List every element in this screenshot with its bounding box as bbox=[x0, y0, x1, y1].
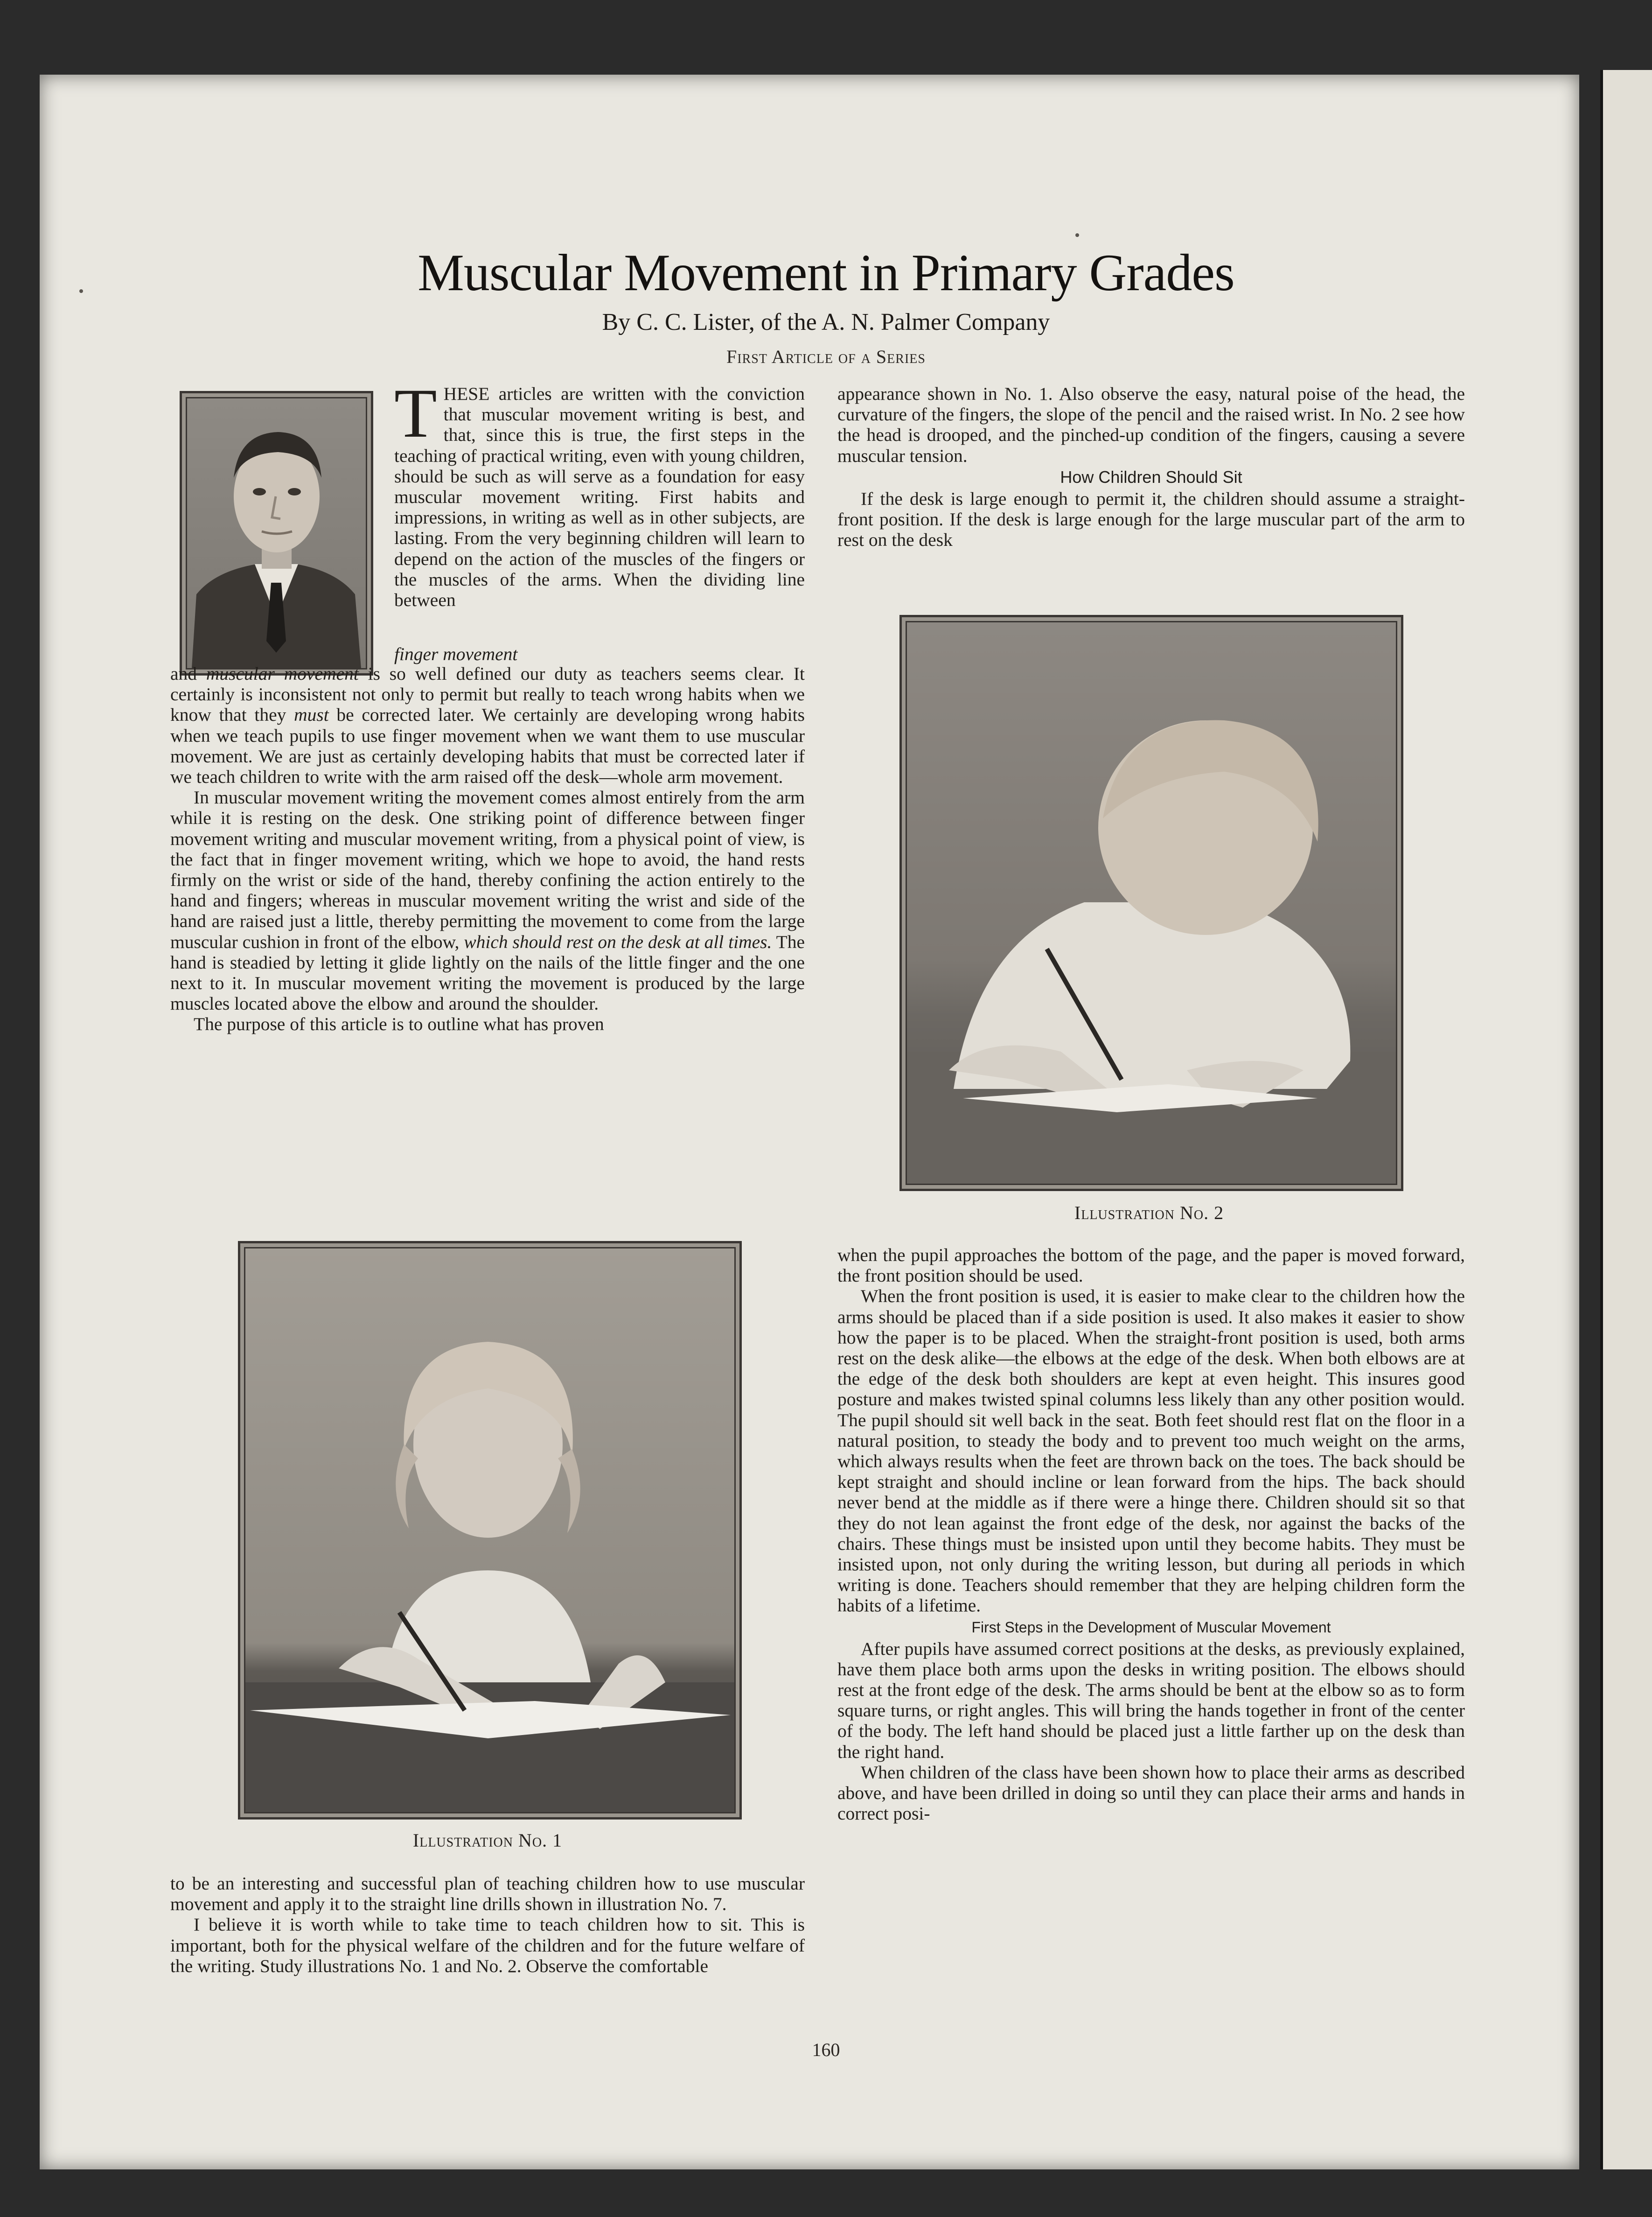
conj-and: and bbox=[170, 663, 206, 684]
article-title: Muscular Movement in Primary Grades bbox=[418, 244, 1234, 302]
para2-text-b: The hand is steadied by letting it glide lightly on the nails of the little finger and the one next to it. In muscular movement writing the movement is produced by the large muscles located above the elbow and around the shoulder. bbox=[170, 931, 805, 1014]
illustration-2-drawing bbox=[907, 622, 1396, 1184]
illustration-2-photo bbox=[899, 615, 1403, 1191]
intro-rest: is so well defined our duty as teachers seems clear. It certainly is inconsistent not only to permit but really to teach wrong habits when we know that they bbox=[170, 663, 805, 725]
right-para6: When children of the class have been shown how to place their arms as described above, and have been drilled in doing so until they can place their arms and hands in correct posi- bbox=[837, 1762, 1465, 1824]
para4-text: to be an interesting and successful plan of teaching children how to use muscular movement and apply it to the straight line drills shown in illustration No. 7. bbox=[170, 1873, 805, 1915]
right-para1: appearance shown in No. 1. Also observe the easy, natural poise of the head, the curvature of the fingers, the slope of the pencil and the raised wrist. In No. 2 see how the head is drooped, and the pinched-up condition of the fingers, causing a severe muscular tension. bbox=[837, 383, 1465, 466]
article-series: First Article of a Series bbox=[726, 346, 926, 367]
para3-text: The purpose of this article is to outline what has proven bbox=[194, 1014, 604, 1035]
page-speck bbox=[1075, 233, 1079, 237]
em-rest-on-desk: which should rest on the desk at all times. bbox=[464, 931, 772, 952]
em-must: must bbox=[294, 704, 329, 725]
heading-first-steps: First Steps in the Development of Muscular Movement bbox=[971, 1618, 1331, 1636]
para2-text: In muscular movement writing the movement comes almost entirely from the arm while it is resting on the desk. One striking point of difference between finger movement writing and muscular movement writing, from a physical point of view, is the fact that in finger movement writing, which we hope to avoid, the hand rests firmly on the wrist or side of the hand, thereby confining the action entirely to the hand and fingers; whereas in muscular movement writing the wrist and side of the hand are raised just a little, thereby permitting the movement to come from the large muscular cushion in front of the elbow, bbox=[170, 787, 805, 952]
illustration-1-photo bbox=[238, 1241, 742, 1820]
right-column-top bbox=[837, 383, 1465, 550]
illustration-2-caption: Illustration No. 2 bbox=[1074, 1202, 1224, 1223]
intro-column-full bbox=[170, 644, 805, 664]
right-para3: when the pupil approaches the bottom of the page, and the paper is moved forward, the front position should be used. bbox=[837, 1245, 1465, 1286]
page-number: 160 bbox=[812, 2039, 840, 2060]
adjacent-page-edge bbox=[1600, 70, 1652, 2169]
left-column-body bbox=[170, 663, 805, 1035]
para5-text: I believe it is worth while to take time to teach children how to sit. This is important, both for the physical welfare of the children and for the future welfare of the writing. Study illustrations No. 1 and No. 2. Observe the comfortable bbox=[170, 1914, 805, 1976]
article-byline: By C. C. Lister, of the A. N. Palmer Company bbox=[602, 309, 1050, 335]
em-finger-movement: finger movement bbox=[394, 644, 518, 664]
author-portrait-drawing bbox=[187, 398, 366, 668]
drop-cap: T bbox=[394, 375, 437, 452]
right-para2: If the desk is large enough to permit it, the children should assume a straight-front position. If the desk is large enough for the large muscular part of the arm to rest on the desk bbox=[837, 488, 1465, 551]
right-para5: After pupils have assumed correct positions at the desks, as previously explained, have them place both arms upon the desks in writing position. The elbows should rest at the front edge of the desk. The arms should be bent at the elbow so as to form square turns, or right angles. This will bring the hands together in front of the center of the body. The left hand should be placed just a little farther up on the desk than the right hand. bbox=[837, 1638, 1465, 1762]
em-muscular-movement: muscular movement bbox=[206, 663, 359, 684]
author-portrait bbox=[180, 391, 373, 676]
left-column-bottom bbox=[170, 1873, 805, 1976]
right-para4: When the front position is used, it is easier to make clear to the children how the arms should be placed than if a side position is used. It also makes it easier to show how the paper is to be placed. When the straight-front position is used, both arms rest on the desk alike—the elbows at the edge of the desk. When both elbows are at the edge of the desk both shoulders are kept at even height. This insures good posture and makes twisted spinal columns less likely than any other position would. The pupil should sit well back in the seat. Both feet should rest flat on the floor in a natural position, to steady the body and to prevent too much weight on the arms, which always results when the feet are thrown back on the toes. The back should be kept straight and should incline or lean forward from the hips. The back should never bend at the middle as if there were a hinge there. Children should sit so that they do not lean against the front edge of the desk, nor against the backs of the chairs. These things must be insisted upon until they become habits. They must be insisted upon, not only during the writing lesson, but during all periods in which writing is done. Teachers should remember that they are helping children form the habits of a lifetime. bbox=[837, 1286, 1465, 1616]
illustration-1-drawing bbox=[245, 1248, 734, 1812]
illustration-1-caption: Illustration No. 1 bbox=[412, 1830, 563, 1851]
heading-how-children-sit: How Children Should Sit bbox=[1060, 467, 1242, 487]
intro-text: HESE articles are written with the conviction that muscular movement writing is best, and that, since this is true, the first steps in the teaching of practical writing, even with young children, should be such as will serve as a foundation for easy muscular movement writing. First habits and impressions, in writing as well as in other subjects, are lasting. From the very beginning children will learn to depend on the action of the muscles of the fingers or the muscles of the arms. When the dividing line between bbox=[394, 383, 805, 611]
intro-tail: be corrected later. We certainly are developing wrong habits when we teach pupils to use finger movement when we want them to use muscular movement. We are just as certainly developing habits that must be corrected later if we teach children to write with the arm raised off the desk—whole arm movement. bbox=[170, 704, 805, 788]
right-column-bottom bbox=[837, 1245, 1465, 1824]
intro-column-top bbox=[394, 375, 805, 611]
